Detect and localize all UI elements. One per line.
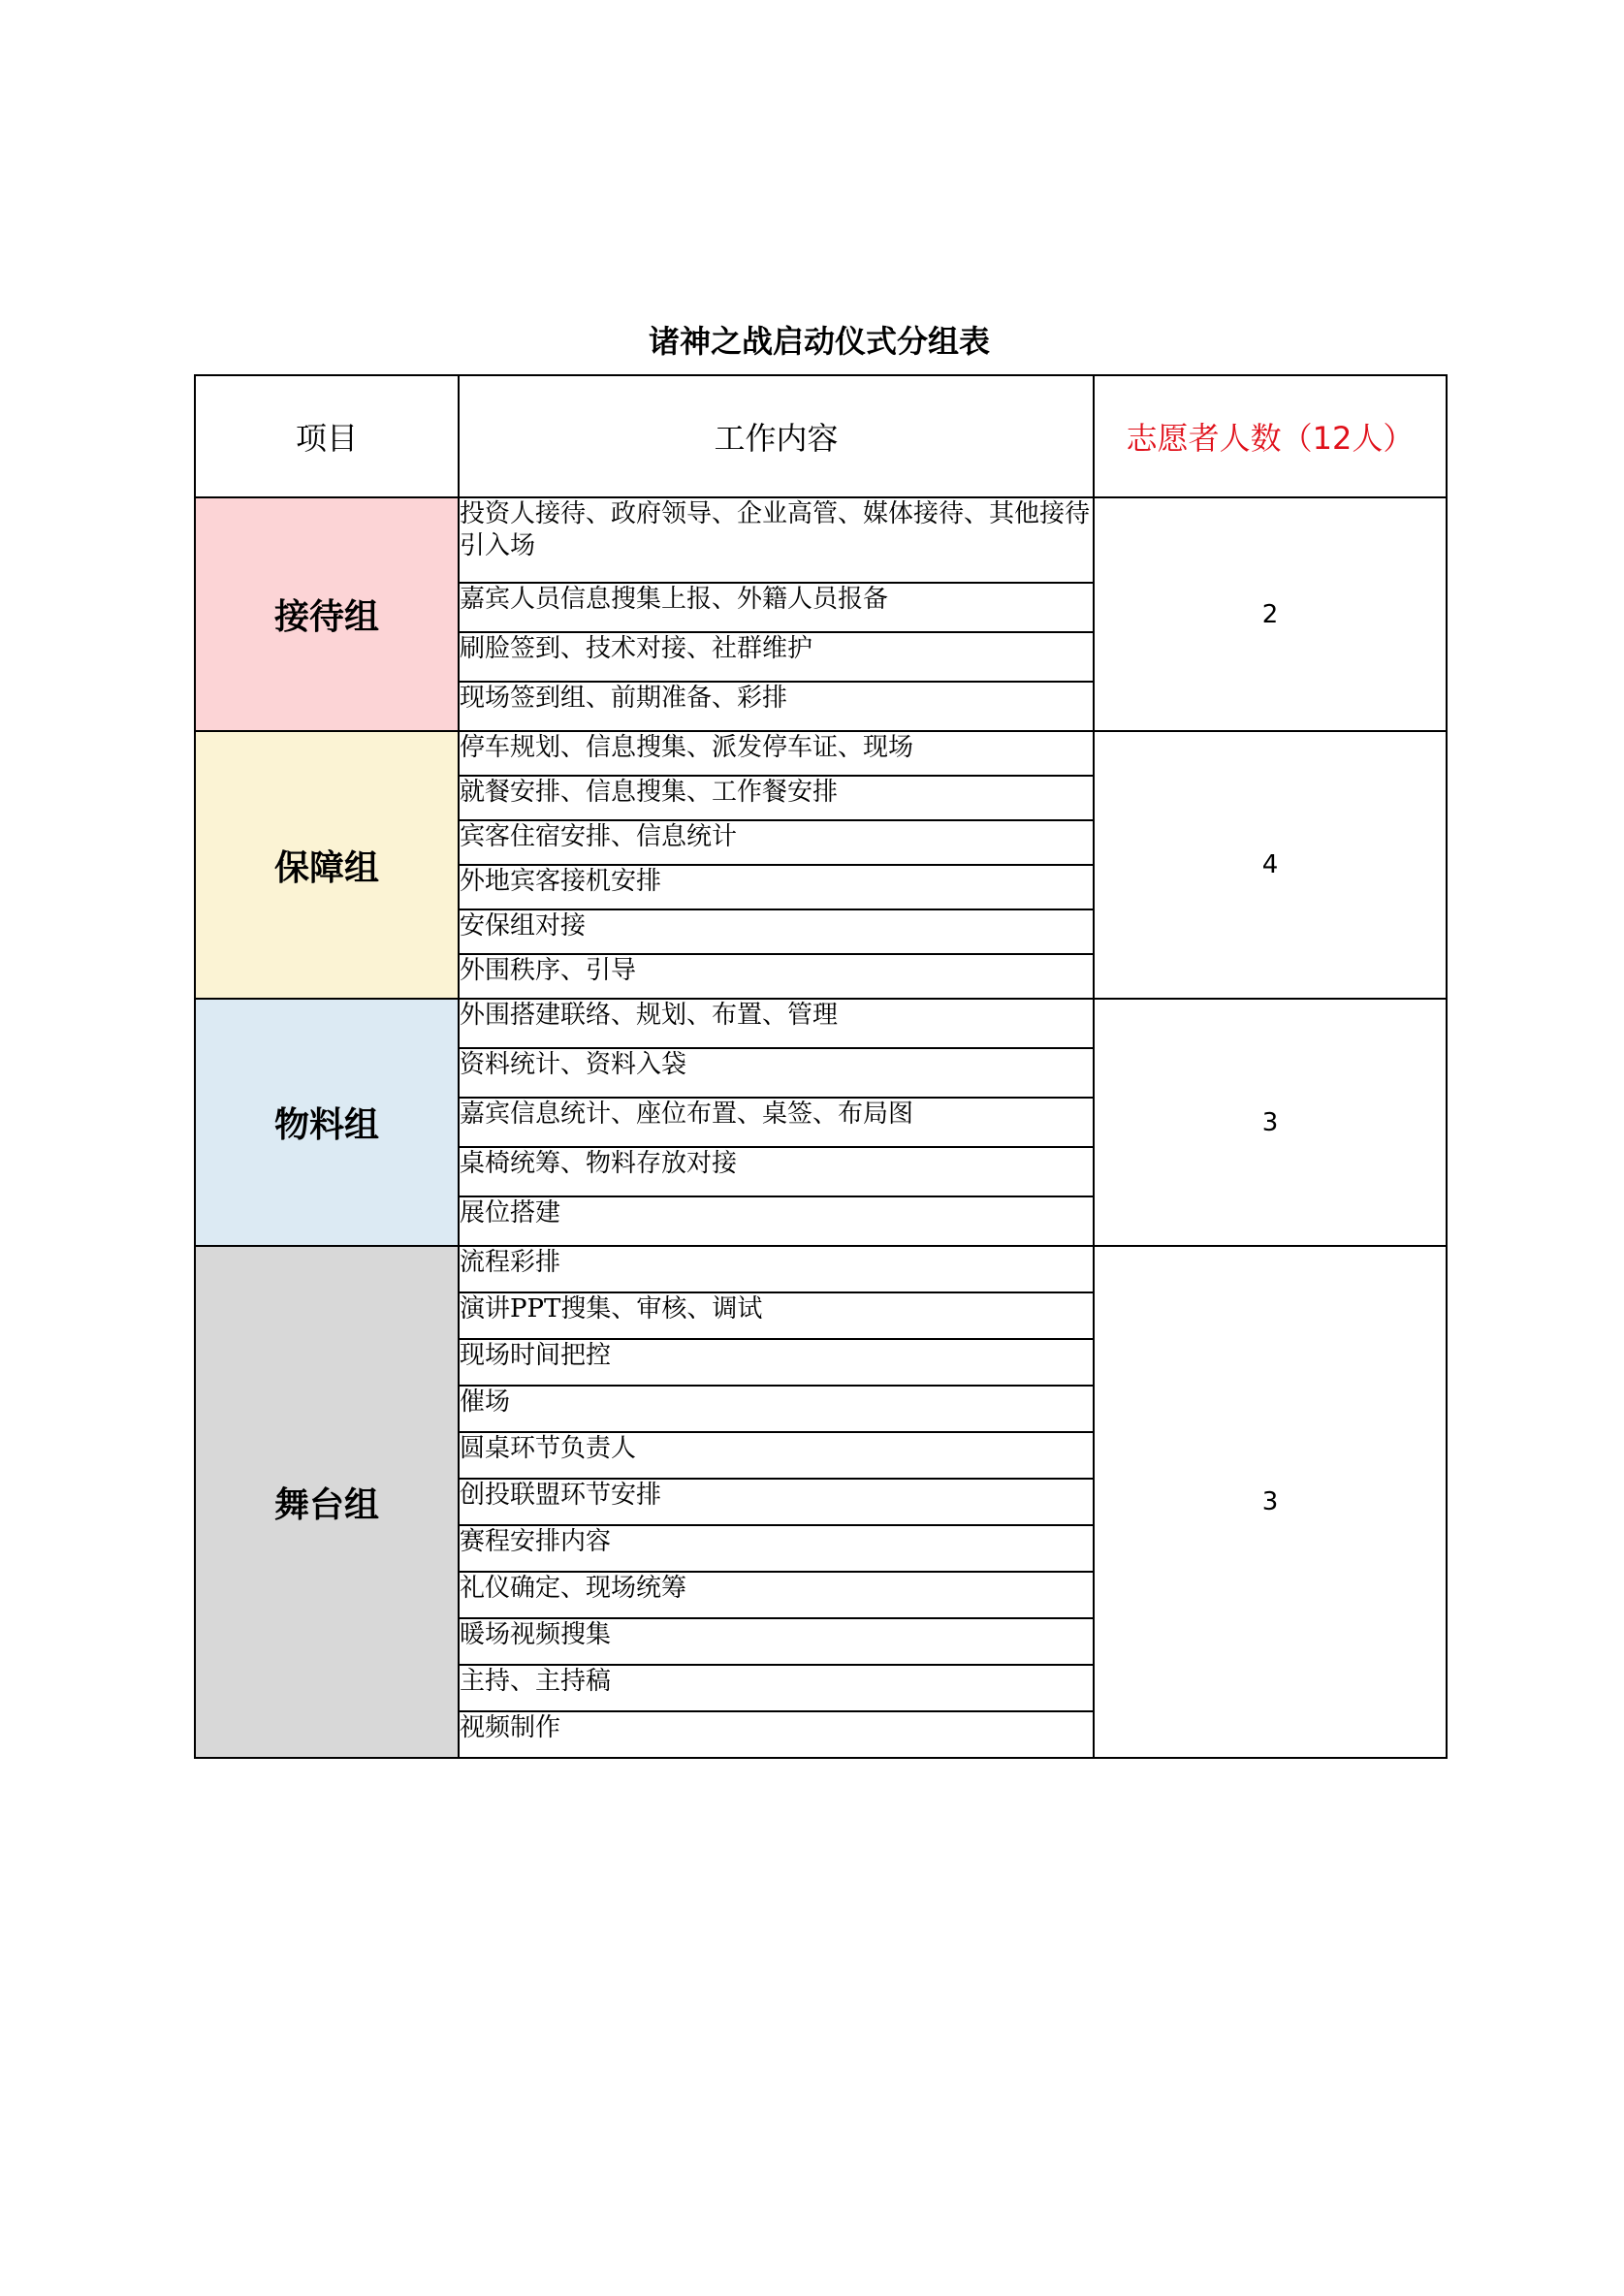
group-name-materials: 物料组 — [195, 999, 459, 1246]
group-name-support: 保障组 — [195, 731, 459, 999]
task-cell: 暖场视频搜集 — [459, 1618, 1094, 1665]
task-cell: 展位搭建 — [459, 1196, 1094, 1246]
task-cell: 演讲PPT搜集、审核、调试 — [459, 1292, 1094, 1339]
group-name-stage: 舞台组 — [195, 1246, 459, 1758]
header-row — [195, 375, 1447, 497]
task-cell: 外地宾客接机安排 — [459, 865, 1094, 909]
volunteer-count-reception: 2 — [1094, 497, 1447, 731]
task-cell: 外围秩序、引导 — [459, 954, 1094, 999]
task-cell: 圆桌环节负责人 — [459, 1432, 1094, 1479]
table-row — [195, 497, 1447, 583]
task-cell: 刷脸签到、技术对接、社群维护 — [459, 632, 1094, 682]
task-cell: 停车规划、信息搜集、派发停车证、现场 — [459, 731, 1094, 776]
task-cell: 赛程安排内容 — [459, 1525, 1094, 1572]
task-cell: 流程彩排 — [459, 1246, 1094, 1292]
table-row — [195, 731, 1447, 776]
table-row — [195, 1246, 1447, 1292]
volunteer-count-support: 4 — [1094, 731, 1447, 999]
table-row — [195, 999, 1447, 1048]
header-work-content: 工作内容 — [459, 375, 1094, 497]
task-cell: 外围搭建联络、规划、布置、管理 — [459, 999, 1094, 1048]
volunteer-count-stage: 3 — [1094, 1246, 1447, 1758]
task-cell: 主持、主持稿 — [459, 1665, 1094, 1711]
task-cell: 嘉宾人员信息搜集上报、外籍人员报备 — [459, 583, 1094, 632]
task-cell: 礼仪确定、现场统筹 — [459, 1572, 1094, 1618]
task-cell: 现场签到组、前期准备、彩排 — [459, 682, 1094, 731]
task-cell: 视频制作 — [459, 1711, 1094, 1758]
group-name-reception: 接待组 — [195, 497, 459, 731]
task-cell: 催场 — [459, 1386, 1094, 1432]
header-item: 项目 — [195, 375, 459, 497]
task-cell: 资料统计、资料入袋 — [459, 1048, 1094, 1098]
task-cell: 嘉宾信息统计、座位布置、桌签、布局图 — [459, 1098, 1094, 1147]
task-cell: 就餐安排、信息搜集、工作餐安排 — [459, 776, 1094, 820]
task-cell: 创投联盟环节安排 — [459, 1479, 1094, 1525]
group-table — [194, 374, 1448, 1759]
task-cell: 安保组对接 — [459, 909, 1094, 954]
task-cell: 现场时间把控 — [459, 1339, 1094, 1386]
volunteer-count-materials: 3 — [1094, 999, 1447, 1246]
header-volunteer-count: 志愿者人数（12人） — [1094, 375, 1447, 497]
task-cell: 投资人接待、政府领导、企业高管、媒体接待、其他接待引入场 — [459, 497, 1094, 583]
task-cell: 宾客住宿安排、信息统计 — [459, 820, 1094, 865]
page-title: 诸神之战启动仪式分组表 — [648, 323, 990, 360]
task-cell: 桌椅统筹、物料存放对接 — [459, 1147, 1094, 1196]
